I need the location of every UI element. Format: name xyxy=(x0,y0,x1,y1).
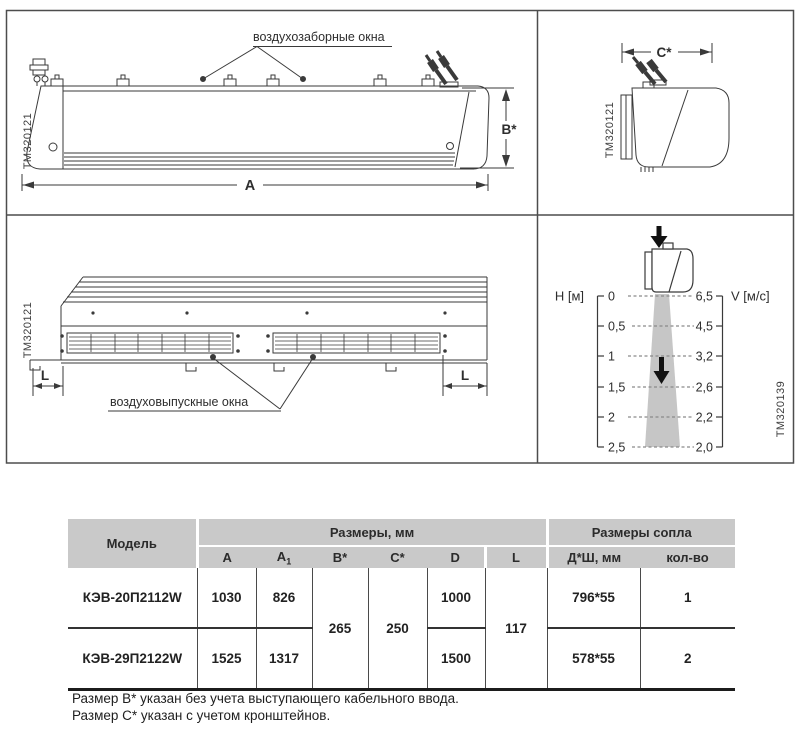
cell-d: 1500 xyxy=(427,628,485,690)
spec-table xyxy=(68,519,735,691)
screw-dots xyxy=(60,311,447,352)
h-axis xyxy=(598,296,605,447)
tm-code-bottom: TM320121 xyxy=(22,301,34,359)
side-view-drawing xyxy=(621,43,729,172)
dim-l-right-label: L xyxy=(460,368,470,383)
cell-l-merged: 117 xyxy=(485,568,547,690)
v-axis-label: V [м/с] xyxy=(731,288,770,304)
roof-louvers xyxy=(61,277,487,306)
h-tick: 2,5 xyxy=(608,440,626,455)
header-col-nozzle-size: Д*Ш, мм xyxy=(547,546,640,568)
header-model: Модель xyxy=(68,519,197,568)
tm-code-front: TM320121 xyxy=(22,112,34,170)
cell-a1: 1317 xyxy=(256,628,312,690)
v-axis xyxy=(716,296,723,447)
cell-b-merged: 265 xyxy=(312,568,368,690)
header-col-a: A xyxy=(197,546,256,568)
header-col-c: C* xyxy=(368,546,427,568)
v-tick: 2,0 xyxy=(695,440,713,455)
water-connection-pipes xyxy=(426,51,458,87)
h-tick: 0 xyxy=(608,289,615,304)
h-tick: 2 xyxy=(608,410,615,425)
footnote-b: Размер B* указан без учета выступающего кабельного ввода. xyxy=(72,691,459,706)
spec-table-container xyxy=(68,519,735,691)
cell-a: 1030 xyxy=(197,568,256,628)
dim-c-label: C* xyxy=(656,45,672,60)
header-col-l: L xyxy=(485,546,547,568)
intake-leader xyxy=(201,47,393,82)
header-col-nozzle-qty: кол-во xyxy=(640,546,735,568)
header-group-dimensions: Размеры, мм xyxy=(197,519,547,546)
header-col-d: D xyxy=(427,546,485,568)
footnotes xyxy=(72,691,459,724)
tm-code-side: TM320121 xyxy=(604,101,616,159)
cell-qty: 2 xyxy=(640,628,735,690)
bottom-view-drawing xyxy=(30,277,487,411)
outlet-grille-right xyxy=(273,333,440,353)
nozzle-hatch xyxy=(64,153,455,165)
v-tick: 4,5 xyxy=(695,319,713,334)
side-water-pipes xyxy=(633,57,666,85)
v-tick: 6,5 xyxy=(695,289,713,304)
h-tick: 1 xyxy=(608,349,615,364)
h-tick: 1,5 xyxy=(608,380,626,395)
header-col-a1: $A_1$ xyxy=(256,546,312,568)
h-axis-label: H [м] xyxy=(554,288,584,304)
left-pipe-fitting xyxy=(30,59,48,86)
cell-c-merged: 250 xyxy=(368,568,427,690)
cell-nozzle: 796*55 xyxy=(547,568,640,628)
cell-qty: 1 xyxy=(640,568,735,628)
header-col-b: B* xyxy=(312,546,368,568)
cell-model: КЭВ-29П2122W xyxy=(68,628,197,690)
tm-code-chart: TM320139 xyxy=(775,380,787,438)
footnote-c: Размер C* указан с учетом кронштейнов. xyxy=(72,707,331,723)
cell-nozzle: 578*55 xyxy=(547,628,640,690)
outlet-windows-label: воздуховыпускные окна xyxy=(110,395,249,409)
dim-a-label: A xyxy=(244,178,256,194)
unit-pictogram xyxy=(645,243,693,292)
cell-d: 1000 xyxy=(427,568,485,628)
v-tick: 2,2 xyxy=(695,410,713,425)
dim-l-left-label: L xyxy=(40,368,50,383)
airflow-chart xyxy=(555,226,787,455)
dim-b-label: B* xyxy=(501,122,517,137)
outlet-grille-left xyxy=(67,333,233,353)
table-row xyxy=(68,568,735,628)
v-tick: 3,2 xyxy=(695,349,713,364)
mounting-brackets xyxy=(51,75,434,86)
h-tick: 0,5 xyxy=(608,319,626,334)
v-tick: 2,6 xyxy=(695,380,713,395)
cell-model: КЭВ-20П2112W xyxy=(68,568,197,628)
cell-a1: 826 xyxy=(256,568,312,628)
cell-a: 1525 xyxy=(197,628,256,690)
front-view-drawing xyxy=(22,47,514,192)
intake-windows-label: воздухозаборные окна xyxy=(253,30,385,44)
header-group-nozzle: Размеры сопла xyxy=(547,519,735,546)
